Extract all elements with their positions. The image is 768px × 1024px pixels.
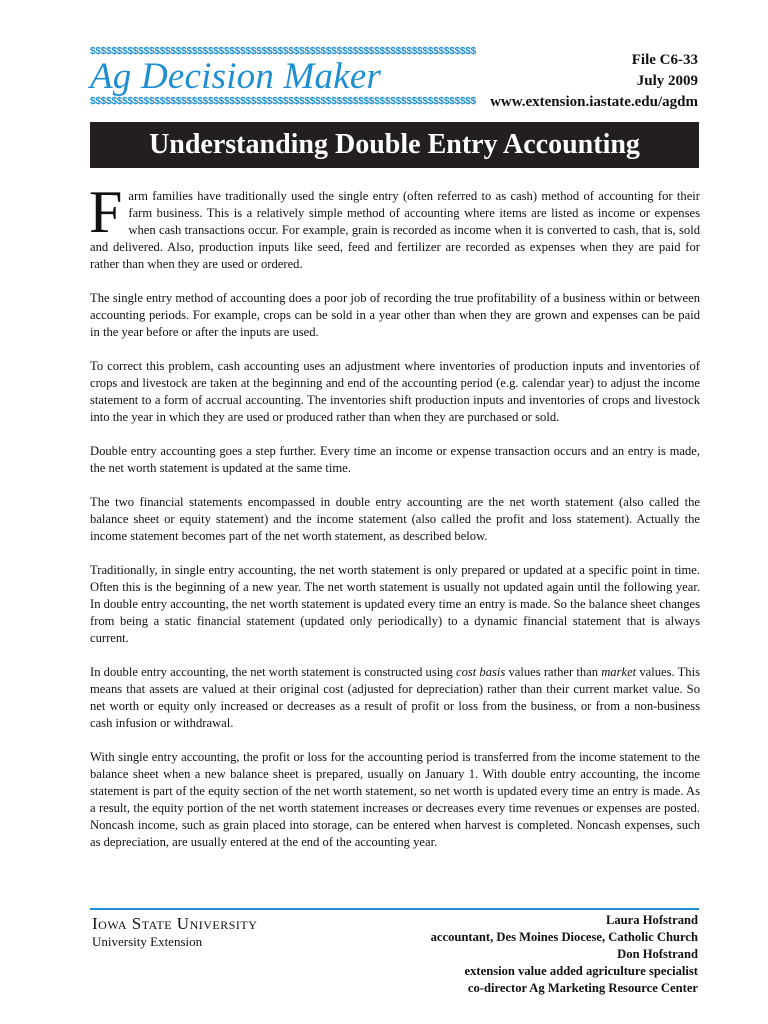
- footer-divider: [90, 908, 699, 910]
- article-body: [89, 179, 700, 868]
- logo-dollar-strip-bottom: $$$$$$$$$$$$$$$$$$$$$$$$$$$$$$$$$$$$$$$$$$$$$$$$$$$$$$$$$$$$$$$$$$$$$$$$: [90, 96, 477, 107]
- iowa-state-university-logo: [92, 914, 257, 949]
- paragraph-7-part-c: values. This means that assets are valued at their original cost (adjusted for depreciation) rather than their current market value. So net worth or equity only increased or decreases as a result of profit or loss from the business, or from a non-business cash infusion or withdrawal.: [90, 665, 700, 730]
- paragraph-7-part-a: In double entry accounting, the net worth statement is constructed using: [90, 665, 456, 679]
- ag-decision-maker-logo: [90, 46, 477, 107]
- paragraph-7-part-b: values rather than: [505, 665, 602, 679]
- author-1-name: Laura Hofstrand: [605, 913, 698, 927]
- author-2-name: Don Hofstrand: [617, 947, 698, 961]
- page-title: Understanding Double Entry Accounting: [149, 129, 640, 160]
- logo-wordmark: Ag Decision Maker: [90, 56, 382, 97]
- author-2-role-1: extension value added agriculture specialist: [464, 964, 698, 978]
- paragraph-4: Double entry accounting goes a step further. Every time an income or expense transaction occurs and an entry is made, the net worth statement is updated at the same time.: [90, 444, 700, 475]
- paragraph-8: With single entry accounting, the profit or loss for the accounting period is transferred from the income statement to the balance sheet when a new balance sheet is prepared, usually on January 1. With double entry accounting, the income statement is part of the equity section of the net worth statement, so net worth is updated every time an entry is made. As a result, the equity portion of the net worth statement increases or decreases every time revenues or expenses are posted. Noncash income, such as grain placed into storage, can be entered when harvest is completed. Noncash expenses, such as depreciation, are usually entered at the end of the accounting year.: [90, 750, 700, 849]
- paragraph-1: [89, 179, 700, 273]
- file-number: File C6-33: [631, 52, 698, 68]
- emphasis-cost-basis: cost basis: [455, 665, 506, 679]
- paragraph-7: [90, 664, 700, 732]
- author-credits: [431, 912, 698, 997]
- university-extension: University Extension: [92, 934, 203, 949]
- publication-date: July 2009: [636, 73, 698, 89]
- website-url: www.extension.iastate.edu/agdm: [490, 94, 698, 110]
- emphasis-market: market: [601, 665, 637, 679]
- university-name: Iowa State University: [92, 914, 258, 933]
- drop-cap: F: [89, 179, 123, 245]
- title-bar: [90, 122, 699, 168]
- logo-dollar-strip-top: $$$$$$$$$$$$$$$$$$$$$$$$$$$$$$$$$$$$$$$$$$$$$$$$$$$$$$$$$$$$$$$$$$$$$$$$: [90, 46, 477, 57]
- paragraph-2: The single entry method of accounting does a poor job of recording the true profitability of a business within or between accounting periods. For example, crops can be sold in a year other than when they are grown and expenses can be paid in the year before or after the inputs are used.: [90, 291, 700, 339]
- paragraph-6: Traditionally, in single entry accounting, the net worth statement is only prepared or updated at a specific point in time. Often this is the beginning of a new year. The net worth statement is usually not updated again until the following year. In double entry accounting, the net worth statement is updated every time an entry is made. So the balance sheet changes from being a static financial statement (updated only periodically) to a dynamic financial statement that is always current.: [90, 563, 700, 645]
- paragraph-5: The two financial statements encompassed in double entry accounting are the net worth statement (also called the balance sheet or equity statement) and the income statement (also called the profit and loss statement). Actually the income statement becomes part of the net worth statement, as described below.: [90, 495, 700, 543]
- author-1-role: accountant, Des Moines Diocese, Catholic Church: [430, 930, 698, 944]
- author-2-role-2: co-director Ag Marketing Resource Center: [467, 981, 698, 995]
- file-info: [490, 50, 698, 113]
- paragraph-1-text: arm families have traditionally used the single entry (often referred to as cash) method of accounting for their farm business. This is a relatively simple method of accounting where items are listed as income or expenses when cash transactions occur. For example, grain is recorded as income when it is converted to cash, that is, sold and delivered. Also, production inputs like seed, feed and fertilizer are recorded as expenses when they are paid for rather than when they are used or ordered.: [90, 189, 700, 271]
- paragraph-3: To correct this problem, cash accounting uses an adjustment where inventories of production inputs and inventories of crops and livestock are taken at the beginning and end of the accounting period (e.g. calendar year) to adjust the income statement to a form of accrual accounting. The inventories shift production inputs and inventories of crops and livestock into the year in which they are used or produced rather than when they are purchased or sold.: [90, 359, 700, 424]
